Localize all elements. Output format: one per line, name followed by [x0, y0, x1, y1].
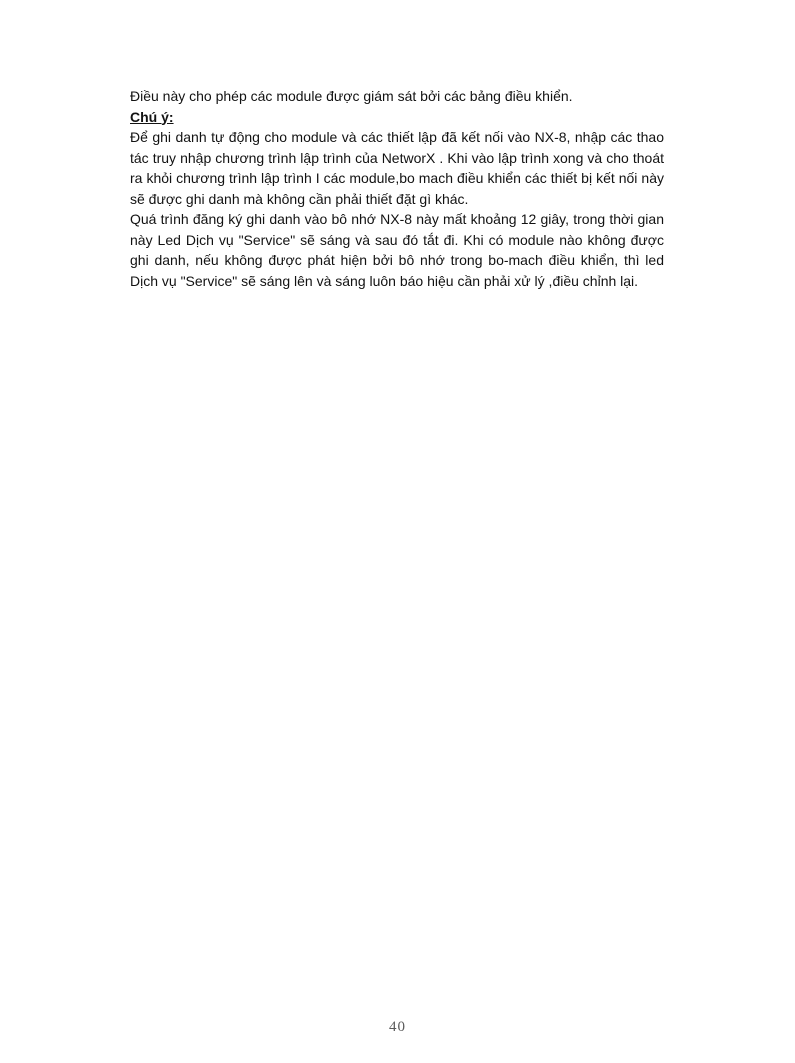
note-heading: [130, 107, 664, 128]
text-block: [130, 86, 664, 291]
text-line: Dịch vụ "Service" sẽ sáng lên và sáng luôn báo hiệu cần phải xử lý ,điều chỉnh lại.: [130, 272, 639, 289]
note-heading-label: Chú ý:: [130, 108, 174, 125]
paragraph: [130, 209, 664, 291]
intro-paragraph: Điều này cho phép các module được giám sát bởi các bảng điều khiển.: [130, 88, 573, 104]
text-line: tác truy nhập chương trình lập trình của NetworX . Khi vào lập trình xong và cho thoát: [130, 149, 664, 166]
page-number: 40: [389, 1019, 406, 1035]
paragraph: [130, 127, 664, 209]
text-line: Để ghi danh tự động cho module và các thiết lập đã kết nối vào NX-8, nhập các thao: [130, 129, 664, 145]
text-line: này Led Dịch vụ "Service" sẽ sáng và sau đó tắt đi. Khi có module nào không được: [130, 231, 664, 248]
text-line: sẽ được ghi danh mà không cần phải thiết đặt gì khác.: [130, 190, 469, 207]
text-line: Quá trình đăng ký ghi danh vào bô nhớ NX-8 này mất khoảng 12 giây, trong thời gian: [130, 211, 664, 227]
text-line: ghi danh, nếu không được phát hiện bởi bô nhớ trong bo-mach điều khiển, thì led: [130, 252, 664, 268]
text-line: ra khỏi chương trình lập trình I các module,bo mach điều khiển các thiết bị kết nối này: [130, 170, 664, 186]
body-paragraphs: [130, 127, 664, 291]
